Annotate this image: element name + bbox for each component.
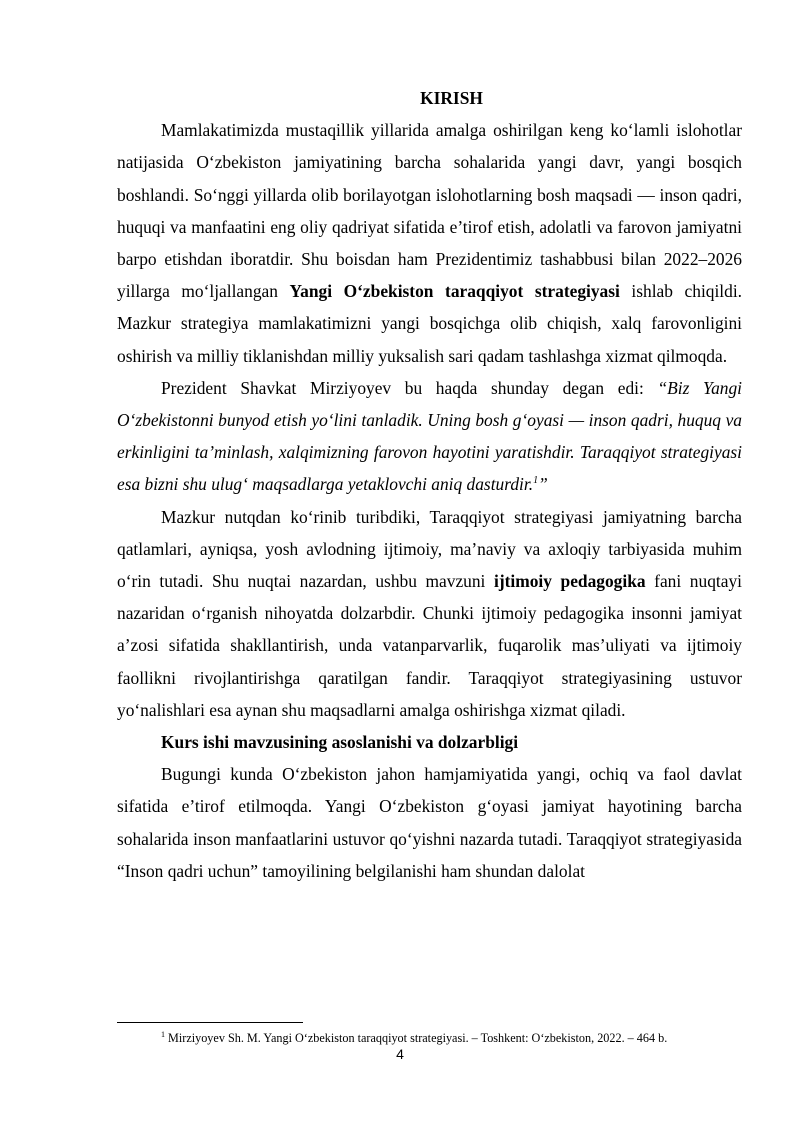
paragraph-text: Mazkur nutqdan ko‘rinib turibdiki, Taraqqiyot strategiyasi jamiyatning barcha qatlamlari, ayniqsa, yosh avlodning ijtimoiy, ma’naviy va axloqiy tarbiyasida muhim o‘rin tutadi. Shu nuqtai nazardan, ushbu mavzuni bbox=[117, 506, 742, 592]
bold-term-pedagogy: ijtimoiy pedagogika bbox=[493, 571, 646, 592]
paragraph-text: Mamlakatimizda mustaqillik yillarida amalga oshirilgan keng ko‘lamli islohotlar natijasida O‘zbekiston jamiyatining barcha sohalarida yangi davr, yangi bosqich boshlandi. So‘nggi yillarda olib borilayotgan islohotlarning bosh maqsadi — inson qadri, huquqi va manfaatini eng oliy qadriyat sifatida e’tirof etish, adolatli va farovon jamiyatni barpo etishdan iboratdir. Shu boisdan ham Prezidentimiz tashabbusi bilan 2022–2026 yillarga mo‘ljallangan bbox=[117, 120, 742, 302]
paragraph-quote bbox=[117, 372, 742, 501]
paragraph-relevance: Bugungi kunda O‘zbekiston jahon hamjamiyatida yangi, ochiq va faol davlat sifatida e’tirof etilmoqda. Yangi O‘zbekiston g‘oyasi jamiyat hayotining barcha sohalarida inson manfaatlarini ustuvor qo‘yishni nazarda tutadi. Taraqqiyot strategiyasida “Inson qadri uchun” tamoyilining belgilanishi ham shundan dalolat bbox=[117, 764, 742, 881]
footnote bbox=[117, 1030, 742, 1046]
paragraph-text: ishlab chiqildi. Mazkur strategiya mamlakatimizni yangi bosqichga olib chiqish, xalq farovonligini oshirish va milliy tiklanishdan milliy yuksalish sari qadam tashlashga xizmat qilmoqda. bbox=[117, 281, 743, 366]
page-number: 4 bbox=[396, 1046, 404, 1062]
subsection-heading: Kurs ishi mavzusining asoslanishi va dolzarbligi bbox=[161, 732, 519, 753]
footnote-reference: 1 bbox=[533, 475, 539, 487]
footnote-text: Mirziyoyev Sh. M. Yangi O‘zbekiston taraqqiyot strategiyasi. – Toshkent: O‘zbekiston, 2022. – 464 b. bbox=[165, 1031, 668, 1045]
paragraph-text: fani nuqtayi nazaridan o‘rganish nihoyatda dolzarbdir. Chunki ijtimoiy pedagogika insonni jamiyat a’zosi sifatida shakllantirish, unda vatanparvarlik, fuqarolik mas’uliyati va ijtimoiy faollikni rivojlantirishga qaratilgan fandir. Taraqqiyot strategiyasining ustuvor yo‘nalishlari esa aynan shu maqsadlarni amalga oshirishga xizmat qiladi. bbox=[117, 571, 742, 720]
quote-close: ” bbox=[538, 474, 548, 495]
page-body bbox=[117, 82, 742, 887]
paragraph-intro bbox=[117, 114, 742, 372]
bold-term-strategy: Yangi O‘zbekiston taraqqiyot strategiyasi bbox=[289, 281, 620, 302]
section-title: KIRISH bbox=[420, 88, 483, 108]
footnote-separator bbox=[117, 1022, 303, 1023]
paragraph-pedagogy bbox=[117, 501, 742, 726]
paragraph-text: Prezident Shavkat Mirziyoyev bu haqda shunday degan edi: bbox=[161, 377, 658, 398]
quote-text: “Biz Yangi O‘zbekistonni bunyod etish yo‘lini tanladik. Uning bosh g‘oyasi — inson qadri, huquq va erkinligini ta’minlash, xalqimizning farovon hayotini yaratishdir. Taraqqiyot strategiyasi esa bizni shu ulug‘ maqsadlarga yetaklovchi aniq dasturdir. bbox=[117, 377, 742, 495]
footnote-number: 1 bbox=[161, 1029, 165, 1039]
